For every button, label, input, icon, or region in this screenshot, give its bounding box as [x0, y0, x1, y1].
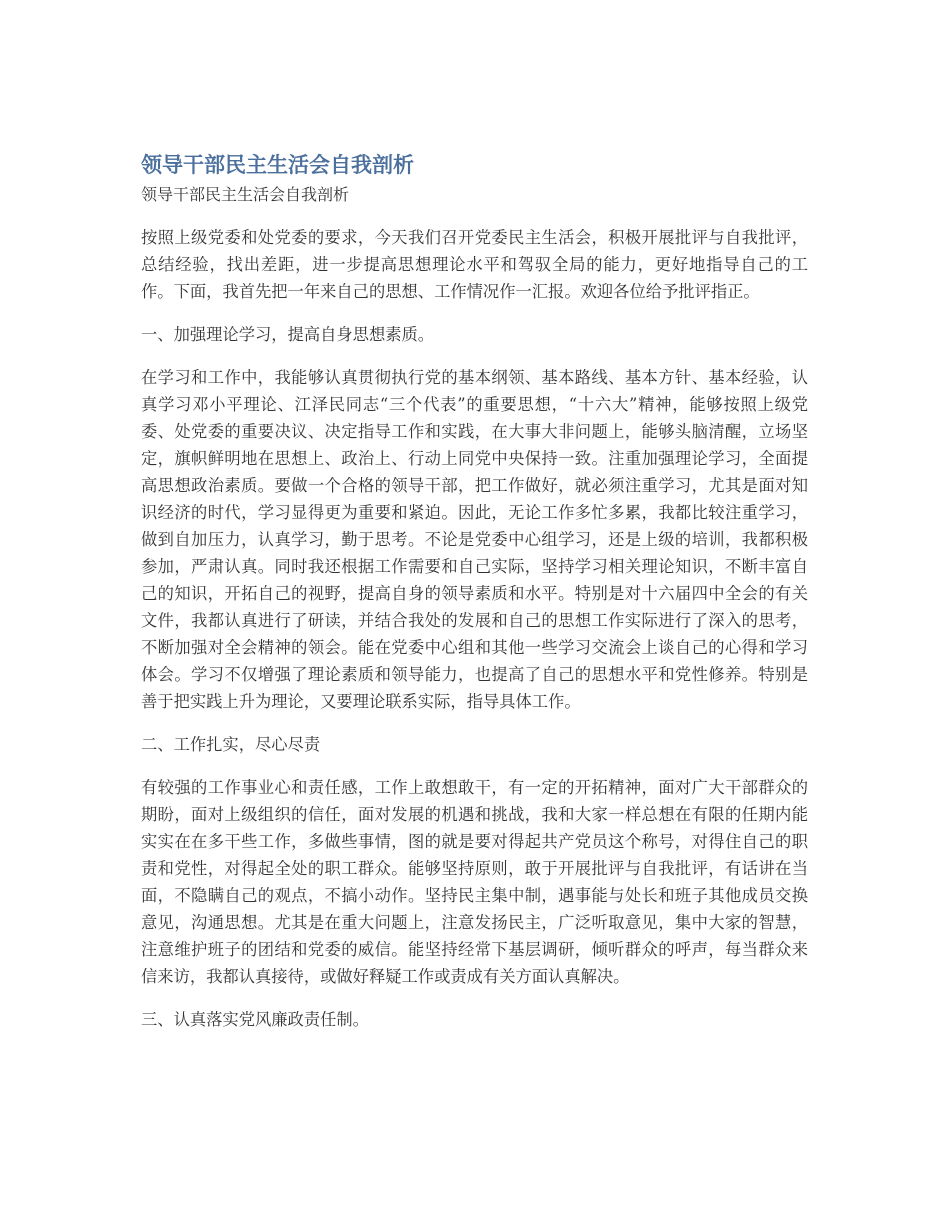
intro-paragraph: 按照上级党委和处党委的要求，今天我们召开党委民主生活会，积极开展批评与自我批评，总结经验，找出差距，进一步提高思想理论水平和驾驭全局的能力，更好地指导自己的工作。下面，我首先把一年来自己的思想、工作情况作一汇报。欢迎各位给予批评指正。 — [141, 228, 808, 301]
section-2-heading: 二、工作扎实，尽心尽责 — [141, 735, 321, 754]
section-1-body: 在学习和工作中，我能够认真贯彻执行党的基本纲领、基本路线、基本方针、基本经验，认真学习邓小平理论、江泽民同志“三个代表”的重要思想，“十六大”精神，能够按照上级党委、处党委的重要决议、决定指导工作和实践，在大事大非问题上，能够头脑清醒，立场坚定，旗帜鲜明地在思想上、政治上、行动上同党中央保持一致。注重加强理论学习，全面提高思想政治素质。要做一个合格的领导干部，把工作做好，就必须注重学习，尤其是面对知识经济的时代，学习显得更为重要和紧迫。因此，无论工作多忙多累，我都比较注重学习，做到自加压力，认真学习，勤于思考。不论是党委中心组学习，还是上级的培训，我都积极参加，严肃认真。同时我还根据工作需要和自己实际，坚持学习相关理论知识，不断丰富自己的知识，开拓自己的视野，提高自身的领导素质和水平。特别是对十六届四中全会的有关文件，我都认真进行了研读，并结合我处的发展和自己的思想工作实际进行了深入的思考，不断加强对全会精神的领会。能在党委中心组和其他一些学习交流会上谈自己的心得和学习体会。学习不仅增强了理论素质和领导能力，也提高了自己的思想水平和党性修养。特别是善于把实践上升为理论，又要理论联系实际，指导具体工作。 — [141, 368, 808, 711]
section-2-body: 有较强的工作事业心和责任感，工作上敢想敢干，有一定的开拓精神，面对广大干部群众的期盼，面对上级组织的信任，面对发展的机遇和挑战，我和大家一样总想在有限的任期内能实实在在多干些工作，多做些事情，图的就是要对得起共产党员这个称号，对得住自己的职责和党性，对得起全处的职工群众。能够坚持原则，敢于开展批评与自我批评，有话讲在当面，不隐瞒自己的观点，不搞小动作。坚持民主集中制，遇事能与处长和班子其他成员交换意见，沟通思想。尤其是在重大问题上，注意发扬民主，广泛听取意见，集中大家的智慧，注意维护班子的团结和党委的威信。能坚持经常下基层调研，倾听群众的呼声，每当群众来信来访，我都认真接待，或做好释疑工作或责成有关方面认真解决。 — [141, 778, 808, 986]
document-content — [141, 150, 808, 1049]
document-title: 领导干部民主生活会自我剖析 — [141, 153, 414, 177]
section-3-heading: 三、认真落实党风廉政责任制。 — [141, 1010, 369, 1029]
section-1-heading: 一、加强理论学习，提高自身思想素质。 — [141, 325, 435, 344]
document-subtitle: 领导干部民主生活会自我剖析 — [141, 185, 350, 204]
